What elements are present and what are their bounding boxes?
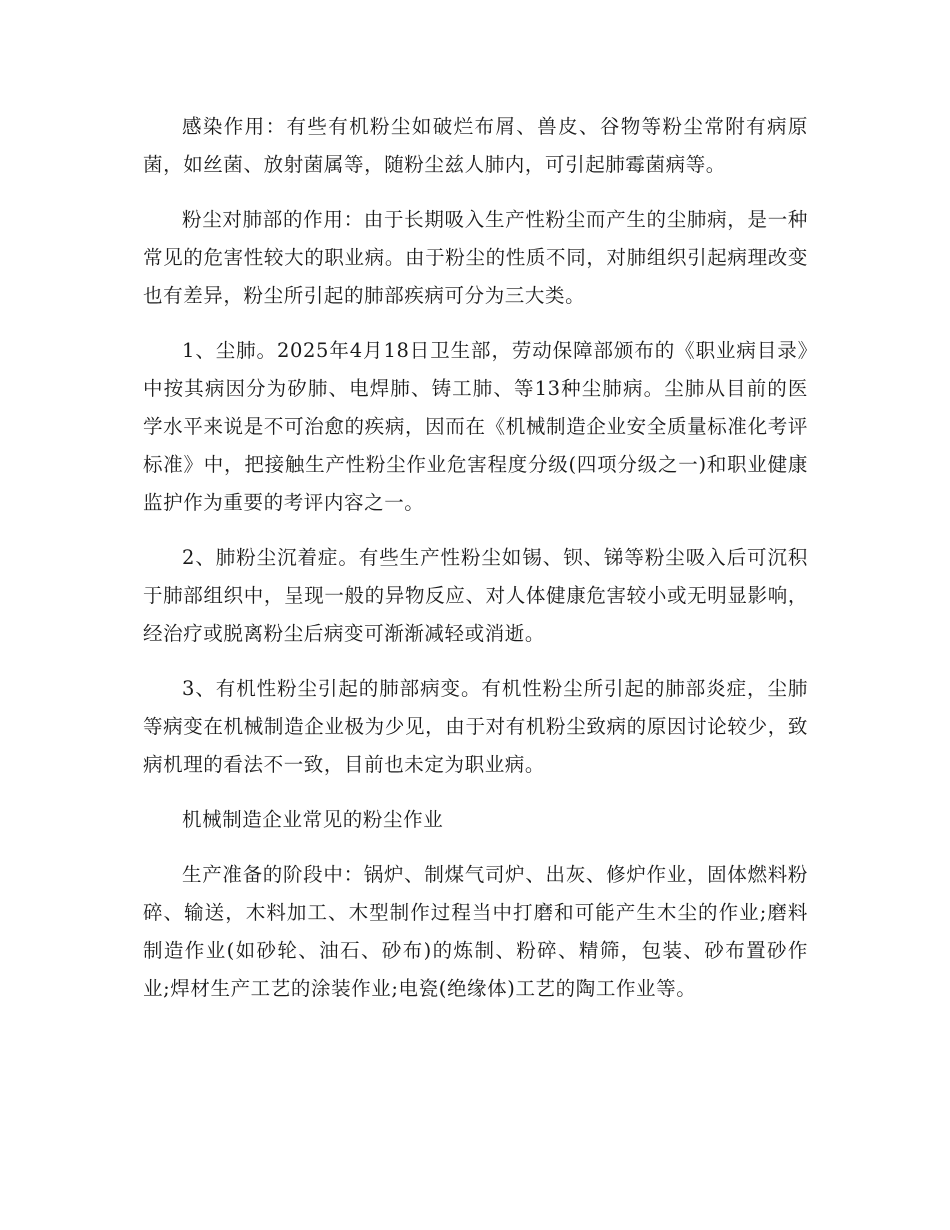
document-body xyxy=(143,108,808,1025)
paragraph-organic-dust: 3、有机性粉尘引起的肺部病变。有机性粉尘所引起的肺部炎症，尘肺等病变在机械制造企业极为少见，由于对有机粉尘致病的原因讨论较少，致病机理的看法不一致，目前也未定为职业病。 xyxy=(143,677,808,776)
paragraph-production-preparation: 生产准备的阶段中：锅炉、制煤气司炉、出灰、修炉作业，固体燃料粉碎、输送，木料加工、木型制作过程当中打磨和可能产生木尘的作业;磨料制造作业(如砂轮、油石、砂布)的炼制、粉碎、精筛，包装、砂布置砂作业;焊材生产工艺的涂装作业;电瓷(绝缘体)工艺的陶工作业等。 xyxy=(143,863,808,1000)
paragraph-lung-effect: 粉尘对肺部的作用：由于长期吸入生产性粉尘而产生的尘肺病，是一种常见的危害性较大的职业病。由于粉尘的性质不同，对肺组织引起病理改变也有差异，粉尘所引起的肺部疾病可分为三大类。 xyxy=(143,208,808,307)
section-heading-common-dust-work: 机械制造企业常见的粉尘作业 xyxy=(182,808,444,831)
paragraph-pneumoconiosis: 1、尘肺。2025年4月18日卫生部，劳动保障部颁布的《职业病目录》中按其病因分为矽肺、电焊肺、铸工肺、等13种尘肺病。尘肺从目前的医学水平来说是不可治愈的疾病，因而在《机械制造企业安全质量标准化考评标准》中，把接触生产性粉尘作业危害程度分级(四项分级之一)和职业健康监护作为重要的考评内容之一。 xyxy=(143,339,808,514)
paragraph-infection-effect: 感染作用：有些有机粉尘如破烂布屑、兽皮、谷物等粉尘常附有病原菌，如丝菌、放射菌属等，随粉尘兹人肺内，可引起肺霉菌病等。 xyxy=(143,115,808,176)
paragraph-dust-deposition: 2、肺粉尘沉着症。有些生产性粉尘如锡、钡、锑等粉尘吸入后可沉积于肺部组织中，呈现一般的异物反应、对人体健康危害较小或无明显影响，经治疗或脱离粉尘后病变可渐渐减轻或消逝。 xyxy=(143,546,808,645)
